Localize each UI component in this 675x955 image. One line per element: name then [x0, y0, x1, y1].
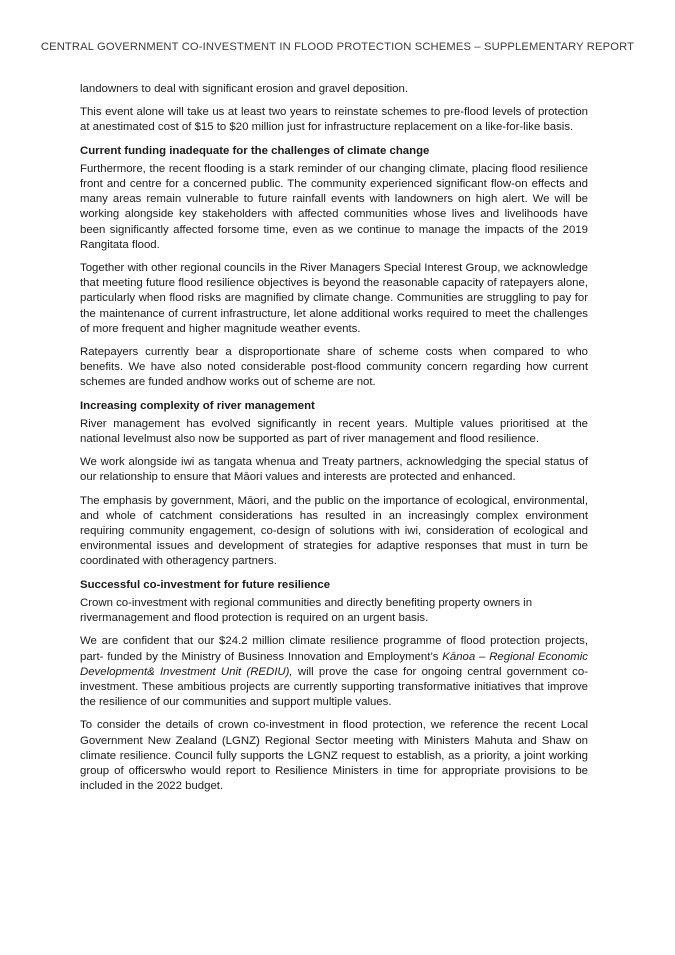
paragraph-ratepayer-capacity: Together with other regional councils in the River Managers Special Interest Group, we acknowledge that meeting future flood resilience objectives is beyond the reasonable capacity of ratepayers alone, particularly when flood risks are magnified by climate change. Communities are struggling to pay for the maintenance of current infrastructure, let alone additional works required to meet the challenges of more frequent and higher magnitude weather events.	[80, 262, 588, 335]
paragraph-cost-share: Ratepayers currently bear a disproportionate share of scheme costs when compared to who benefits. We have also noted considerable post-flood community concern regarding how current schemes are funded andhow works out of scheme are not.	[80, 346, 588, 389]
paragraph-ecological-emphasis: The emphasis by government, Māori, and the public on the importance of ecological, environmental, and whole of catchment considerations has resulted in an increasingly complex environment requiring community engagement, co-design of solutions with iwi, consideration of ecological and environmental issues and development of strategies for adaptive responses that must in turn be coordinated with otheragency partners.	[80, 494, 588, 568]
running-header: CENTRAL GOVERNMENT CO-INVESTMENT IN FLOOD PROTECTION SCHEMES – SUPPLEMENTARY REPORT	[40, 41, 635, 53]
paragraph-river-management: River management has evolved significantly in recent years. Multiple values prioritised at the national levelmust also now be supported as part of river management and flood resilience.	[80, 417, 588, 446]
programme-text-end: will prove the case for ongoing central government co-investment. These ambitious projects are currently supporting transformative initiatives that improve the resilience of our communities and support multiple values.	[80, 665, 588, 709]
paragraph-crown-co-investment: Crown co-investment with regional communities and directly benefiting property owners in rivermanagement and flood protection is required on an urgent basis.	[80, 596, 533, 625]
paragraph-reinstate-cost: This event alone will take us at least two years to reinstate schemes to pre-flood levels of protection at anestimated cost of $15 to $20 million just for infrastructure replacement on a like-for-like basis.	[80, 106, 588, 134]
paragraph-lgnz: To consider the details of crown co-investment in flood protection, we reference the recent Local Government New Zealand (LGNZ) Regional Sector meeting with Ministers Mahuta and Shaw on climate resilience. Council fully supports the LGNZ request to establish, as a priority, a joint working group of officerswho would report to Resilience Ministers in time for appropriate provisions to be included in the 2022 budget.	[80, 719, 588, 793]
rediu-name: Kānoa – Regional Economic Development& Investment Unit (REDIU),	[80, 650, 588, 678]
section-heading-co-investment: Successful co-investment for future resilience	[80, 578, 331, 591]
programme-text-start: We are confident that our $24.2 million climate resilience programme of flood protection projects, part- funded by the Ministry of Business Innovation and Employment’s	[80, 635, 588, 663]
report-body	[80, 82, 588, 802]
paragraph-resilience-programme	[80, 634, 588, 710]
paragraph-iwi-partnership: We work alongside iwi as tangata whenua and Treaty partners, acknowledging the special status of our relationship to ensure that Māori values and interests are protected and enhanced.	[80, 456, 588, 484]
paragraph-continuation: landowners to deal with significant erosion and gravel deposition.	[80, 83, 408, 95]
section-heading-funding: Current funding inadequate for the challenges of climate change	[80, 144, 430, 157]
paragraph-climate: Furthermore, the recent flooding is a stark reminder of our changing climate, placing flood resilience front and centre for a concerned public. The community experienced significant flow-on effects and many areas remain vulnerable to future rainfall events with landowners on high alert. We will be working alongside key stakeholders with affected communities whose lives and livelihoods have been significantly affected forsome time, even as we continue to manage the impacts of the 2019 Rangitata flood.	[80, 162, 588, 251]
section-heading-complexity: Increasing complexity of river management	[80, 399, 315, 412]
